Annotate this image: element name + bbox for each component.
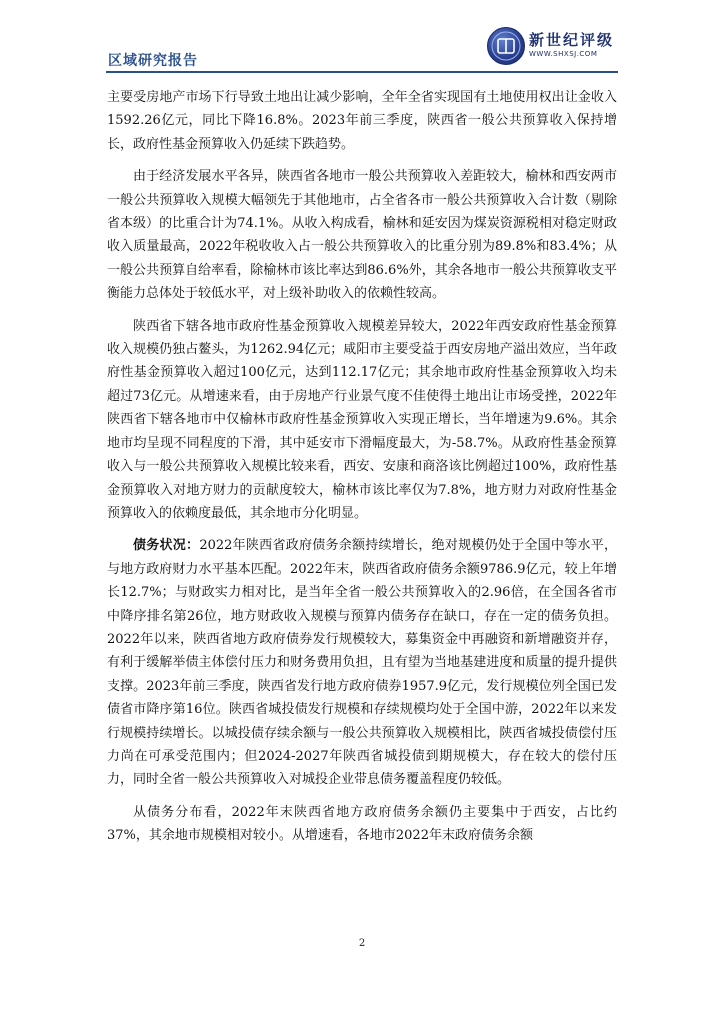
report-title: 区域研究报告 [108, 53, 198, 69]
header-divider [106, 71, 618, 73]
page-number: 2 [358, 938, 366, 949]
paragraph-1 [107, 86, 617, 156]
paragraph-2 [107, 165, 617, 305]
body-text [107, 86, 617, 857]
paragraph-3-text: 陕西省下辖各地市政府性基金预算收入规模差异较大，2022年西安政府性基金预算收入规模仍独占鳌头，为1262.94亿元；咸阳市主要受益于西安房地产溢出效应，当年政府性基金预算收入超过100亿元，达到112.17亿元；其余地市政府性基金预算收入均未超过73亿元。从增速来看，由于房地产行业景气度不佳使得土地出让市场受挫，2022年陕西省下辖各地市中仅榆林市政府性基金预算收入实现正增长，当年增速为9.6%。其余地市均呈现不同程度的下滑，其中延安市下滑幅度最大，为-58.7%。从政府性基金预算收入与一般公共预算收入规模比较来看，西安、安康和商洛该比例超过100%，政府性基金预算收入对地方财力的贡献度较大，榆林市该比率仅为7.8%，地方财力对政府性基金预算收入的依赖度最低，其余地市分化明显。 [107, 318, 617, 521]
paragraph-4-lead: 债务状况： [133, 538, 200, 554]
paragraph-5-text: 从债务分布看，2022年末陕西省地方政府债务余额仍主要集中于西安，占比约37%，其余地市规模相对较小。从增速看，各地市2022年末政府债务余额 [107, 804, 617, 844]
paragraph-4 [107, 534, 617, 791]
company-logo [487, 27, 627, 67]
paragraph-3 [107, 315, 617, 526]
logo-url: WWW.SHXSJ.COM [529, 50, 598, 58]
paragraph-2-text: 由于经济发展水平各异，陕西省各地市一般公共预算收入差距较大，榆林和西安两市一般公共预算收入规模大幅领先于其他地市，占全省各市一般公共预算收入合计数（剔除省本级）的比重合计为74.1%。从收入构成看，榆林和延安因为煤炭资源税相对稳定财政收入质量最高，2022年税收收入占一般公共预算收入的比重分别为89.8%和83.4%；从一般公共预算自给率看，除榆林市该比率达到86.6%外，其余各地市一般公共预算收支平衡能力总体处于较低水平，对上级补助收入的依赖性较高。 [107, 169, 617, 302]
logo-name: 新世纪评级 [529, 31, 615, 49]
logo-mark-icon [487, 27, 525, 65]
page-header [0, 0, 724, 84]
paragraph-4-text: 2022年陕西省政府债务余额持续增长，绝对规模仍处于全国中等水平，与地方政府财力水平基本匹配。2022年末，陕西省政府债务余额9786.9亿元，较上年增长12.7%；与财政实力相对比，是当年全省一般公共预算收入的2.96倍，在全国各省市中降序排名第26位，地方财政收入规模与预算内债务存在缺口，存在一定的债务负担。2022年以来，陕西省地方政府债券发行规模较大，募集资金中再融资和新增融资并存，有利于缓解举债主体偿付压力和财务费用负担，且有望为当地基建进度和质量的提升提供支撑。2023年前三季度，陕西省发行地方政府债券1957.9亿元，发行规模位列全国已发债省市降序第16位。陕西省城投债发行规模和存续规模均处于全国中游，2022年以来发行规模持续增长。以城投债存续余额与一般公共预算收入规模相比，陕西省城投债偿付压力尚在可承受范围内；但2024-2027年陕西省城投债到期规模大，存在较大的偿付压力，同时全省一般公共预算收入对城投企业带息债务覆盖程度仍较低。 [107, 538, 617, 788]
paragraph-1-text: 主要受房地产市场下行导致土地出让减少影响，全年全省实现国有土地使用权出让金收入1592.26亿元，同比下降16.8%。2023年前三季度，陕西省一般公共预算收入保持增长，政府性基金预算收入仍延续下跌趋势。 [107, 90, 617, 152]
paragraph-5 [107, 801, 617, 848]
